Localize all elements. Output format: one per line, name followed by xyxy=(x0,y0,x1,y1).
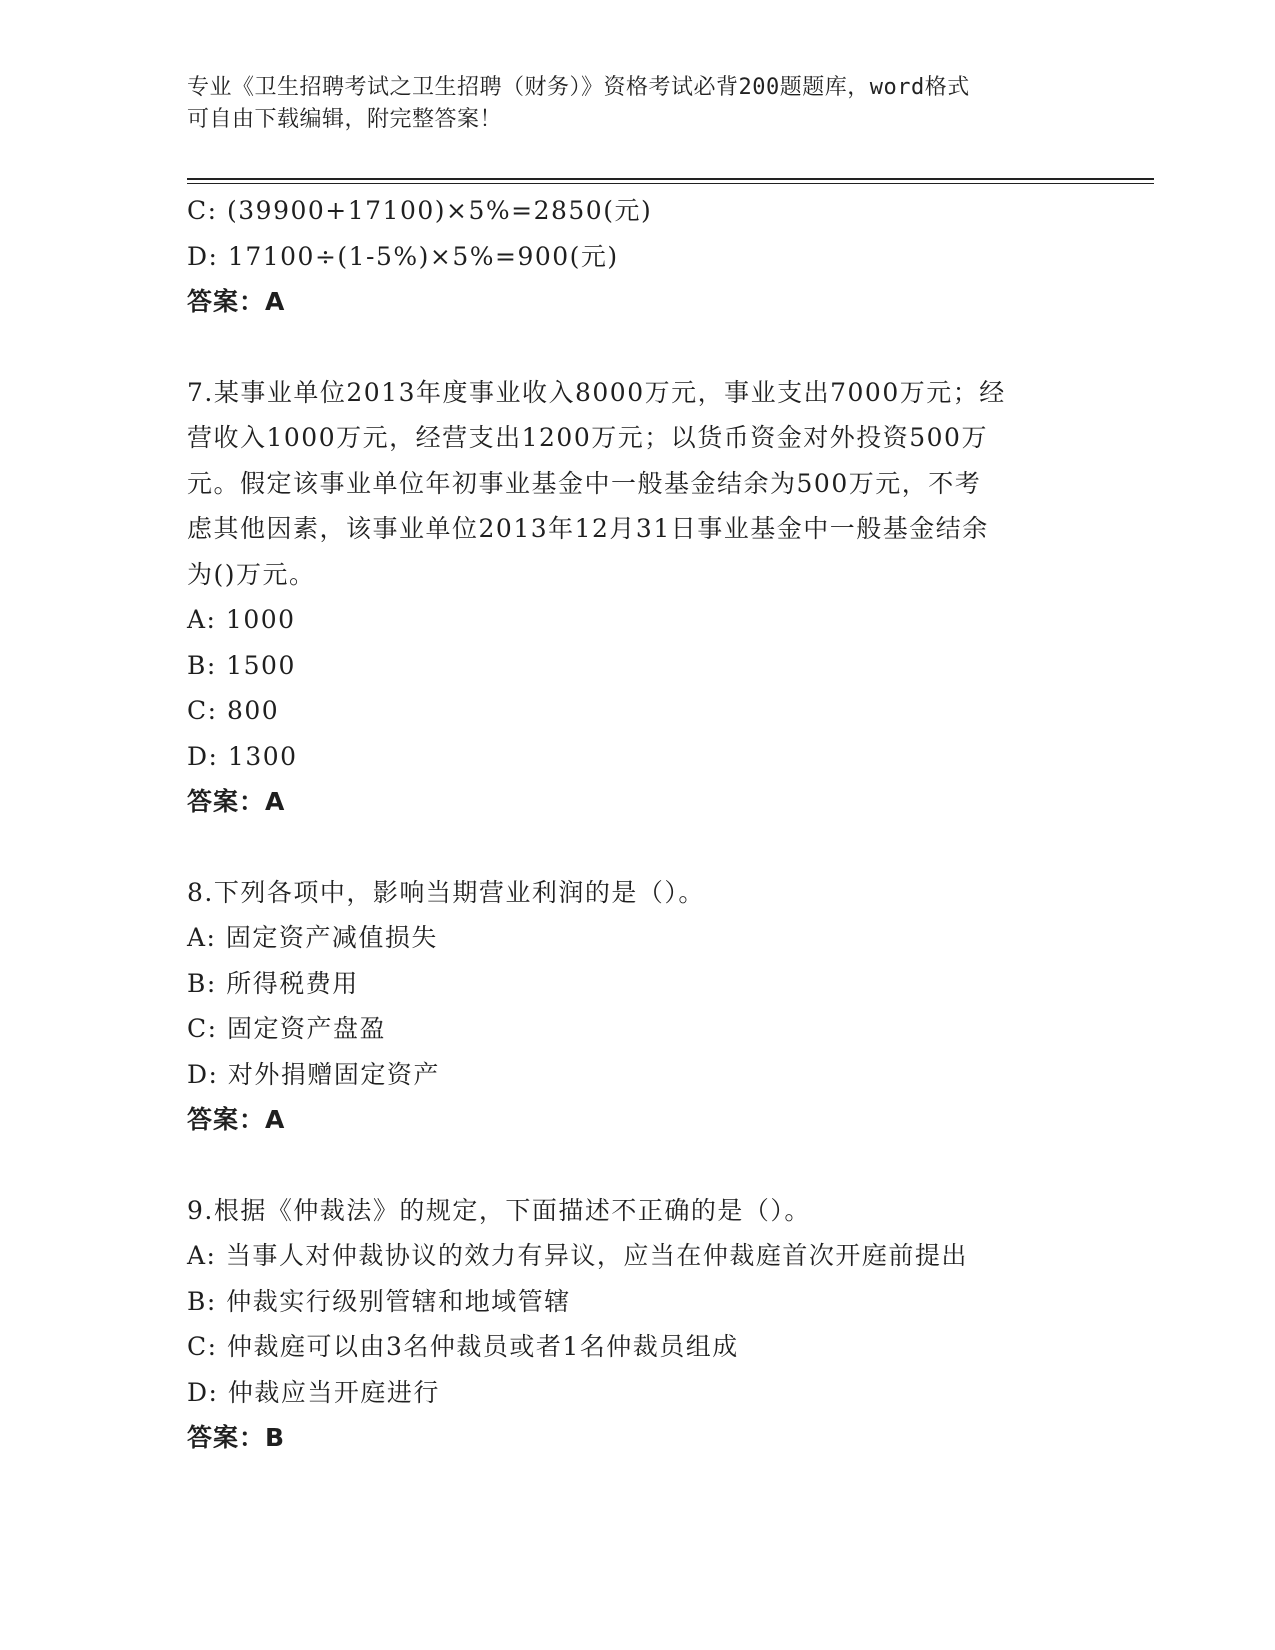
prev-option-d: D: 17100÷(1-5%)×5%=900(元) xyxy=(187,241,619,271)
question-7-answer: 答案：A xyxy=(187,787,286,816)
question-9-option-d: D: 仲裁应当开庭进行 xyxy=(187,1377,440,1407)
question-9-option-c: C: 仲裁庭可以由3名仲裁员或者1名仲裁员组成 xyxy=(187,1332,739,1361)
spacer xyxy=(187,825,1087,870)
question-9-option-b: B: 仲裁实行级别管辖和地域管辖 xyxy=(187,1286,571,1316)
question-9-stem: 9.根据《仲裁法》的规定，下面描述不正确的是（）。 xyxy=(187,1195,811,1225)
question-7-option-b: B: 1500 xyxy=(187,650,296,680)
question-9-answer: 答案：B xyxy=(187,1423,286,1452)
prev-answer: 答案：A xyxy=(187,287,286,316)
question-8-option-c: C: 固定资产盘盈 xyxy=(187,1014,386,1043)
question-7-stem-line-4: 虑其他因素，该事业单位2013年12月31日事业基金中一般基金结余 xyxy=(187,514,989,543)
question-7-stem-line-5: 为()万元。 xyxy=(187,559,316,589)
question-7-option-d: D: 1300 xyxy=(187,741,298,771)
question-8 xyxy=(187,870,1087,1143)
question-7-stem-line-2: 营收入1000万元，经营支出1200万元；以货币资金对外投资500万 xyxy=(187,423,988,452)
question-9 xyxy=(187,1188,1087,1461)
question-7-stem-line-3: 元。假定该事业单位年初事业基金中一般基金结余为500万元，不考 xyxy=(187,468,982,498)
question-7-option-c: C: 800 xyxy=(187,696,280,725)
prev-option-c: C: (39900+17100)×5%=2850(元) xyxy=(187,196,653,225)
question-7-stem-line-1: 7.某事业单位2013年度事业收入8000万元，事业支出7000万元；经 xyxy=(187,377,1006,407)
question-8-answer: 答案：A xyxy=(187,1105,286,1134)
question-8-option-a: A: 固定资产减值损失 xyxy=(187,923,438,952)
question-content xyxy=(187,188,1087,1461)
document-header xyxy=(187,72,1067,136)
question-8-option-d: D: 对外捐赠固定资产 xyxy=(187,1059,440,1089)
spacer xyxy=(187,1143,1087,1188)
question-7 xyxy=(187,370,1087,825)
spacer xyxy=(187,325,1087,370)
question-8-option-b: B: 所得税费用 xyxy=(187,968,359,998)
header-divider-thin xyxy=(187,183,1154,184)
header-title-line-2: 可自由下载编辑，附完整答案！ xyxy=(187,107,503,132)
question-9-option-a: A: 当事人对仲裁协议的效力有异议，应当在仲裁庭首次开庭前提出 xyxy=(187,1241,968,1270)
header-divider-thick xyxy=(187,178,1154,180)
header-title-line-1: 专业《卫生招聘考试之卫生招聘（财务）》资格考试必背200题题库，word格式 xyxy=(187,75,970,100)
question-7-option-a: A: 1000 xyxy=(187,605,296,634)
question-8-stem: 8.下列各项中，影响当期营业利润的是（）。 xyxy=(187,877,705,907)
